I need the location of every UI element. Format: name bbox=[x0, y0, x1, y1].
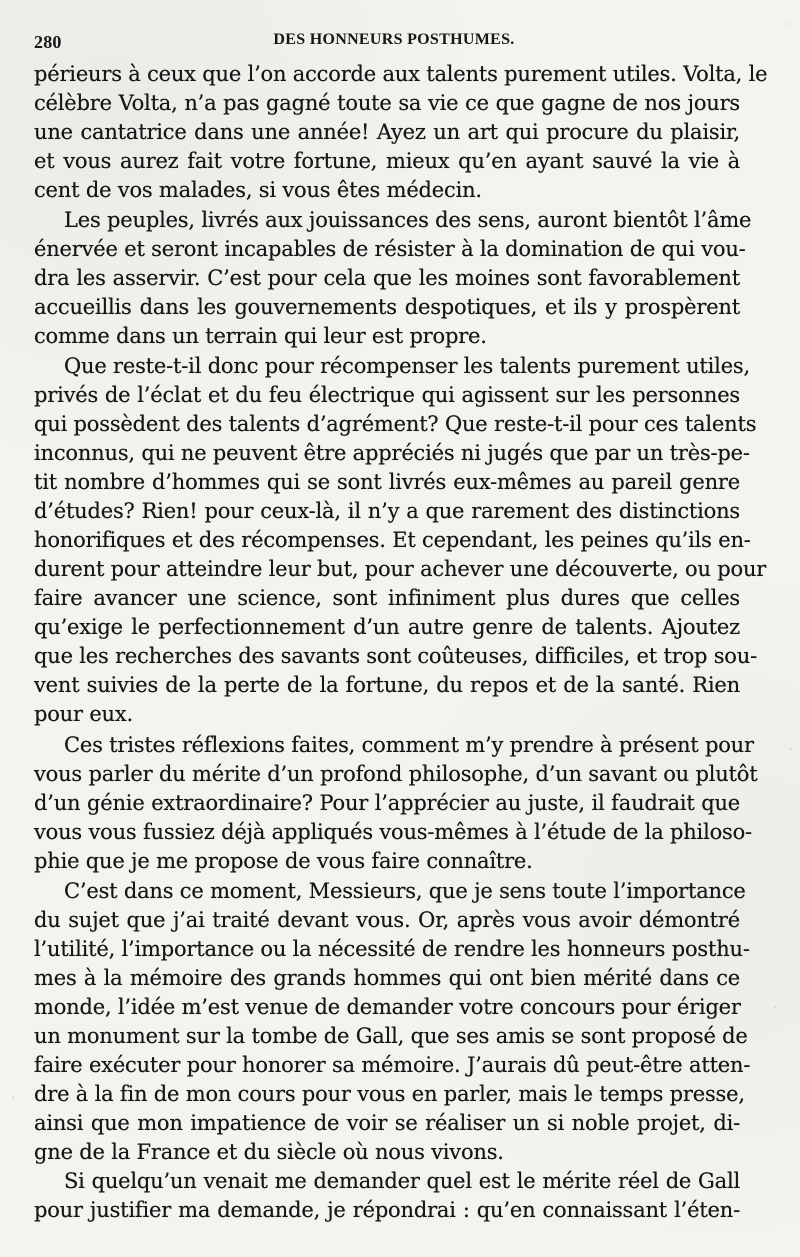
text-line: C’est dans ce moment, Messieurs, que je sens toute l’importance bbox=[64, 879, 746, 903]
text-line: tit nombre d’hommes qui se sont livrés eux-mêmes au pareil genre bbox=[34, 470, 740, 494]
text-line: comme dans un terrain qui leur est propre. bbox=[34, 324, 487, 348]
text-line: Ces tristes réflexions faites, comment m’y prendre à présent pour bbox=[64, 733, 754, 757]
text-line: ainsi que mon impatience de voir se réaliser un si noble projet, di- bbox=[34, 1111, 740, 1135]
text-line: pour justifier ma demande, je répondrai : qu’en connaissant l’éten- bbox=[34, 1198, 740, 1222]
text-line: Que reste-t-il donc pour récompenser les talents purement utiles, bbox=[64, 354, 750, 378]
text-line: l’utilité, l’importance ou la nécessité de rendre les honneurs posthu- bbox=[34, 937, 750, 961]
text-line: et vous aurez fait votre fortune, mieux qu’en ayant sauvé la vie à bbox=[34, 149, 740, 173]
text-line: d’un génie extraordinaire? Pour l’apprécier au juste, il faudrait que bbox=[34, 791, 740, 815]
text-line: Les peuples, livrés aux jouissances des sens, auront bientôt l’âme bbox=[64, 208, 752, 232]
text-line: qui possèdent des talents d’agrément? Que reste-t-il pour ces talents bbox=[34, 412, 757, 436]
text-line: pour eux. bbox=[34, 702, 133, 726]
text-line: gne de la France et du siècle où nous vivons. bbox=[34, 1140, 504, 1164]
text-line: vous parler du mérite d’un profond philosophe, d’un savant ou plutôt bbox=[34, 762, 758, 786]
text-line: honorifiques et des récompenses. Et cependant, les peines qu’ils en- bbox=[34, 528, 751, 552]
text-line: Si quelqu’un venait me demander quel est le mérite réel de Gall bbox=[64, 1169, 740, 1193]
text-line: faire avancer une science, sont infiniment plus dures que celles bbox=[34, 586, 740, 610]
paper-speck bbox=[12, 1096, 14, 1099]
text-line: mes à la mémoire des grands hommes qui ont bien mérité dans ce bbox=[34, 966, 740, 990]
text-line: périeurs à ceux que l’on accorde aux talents purement utiles. Volta, le bbox=[34, 62, 768, 86]
text-line: un monument sur la tombe de Gall, que ses amis se sont proposé de bbox=[34, 1024, 748, 1048]
text-line: vous vous fussiez déjà appliqués vous-mêmes à l’étude de la philoso- bbox=[34, 820, 752, 844]
page-header bbox=[34, 30, 754, 56]
running-title: DES HONNEURS POSTHUMES. bbox=[273, 31, 515, 48]
text-line: privés de l’éclat et du feu électrique qui agissent sur les personnes bbox=[34, 383, 740, 407]
text-line: d’études? Rien! pour ceux-là, il n’y a que rarement des distinctions bbox=[34, 499, 740, 523]
text-line: une cantatrice dans une année! Ayez un art qui procure du plaisir, bbox=[34, 120, 740, 144]
text-line: dra les asservir. C’est pour cela que les moines sont favorablement bbox=[34, 266, 740, 290]
text-line: célèbre Volta, n’a pas gagné toute sa vie ce que gagne de nos jours bbox=[34, 91, 740, 115]
text-line: accueillis dans les gouvernements despotiques, et ils y prospèrent bbox=[34, 295, 740, 319]
text-line: phie que je me propose de vous faire connaître. bbox=[34, 849, 533, 873]
text-line: du sujet que j’ai traité devant vous. Or, après vous avoir démontré bbox=[34, 908, 740, 932]
paper-speck bbox=[774, 1006, 776, 1008]
page-number: 280 bbox=[34, 32, 62, 52]
text-line: inconnus, qui ne peuvent être appréciés ni jugés que par un très-pe- bbox=[34, 441, 750, 465]
text-line: faire exécuter pour honorer sa mémoire. J’aurais dû peut-être atten- bbox=[34, 1053, 751, 1077]
paper-speck bbox=[790, 748, 792, 750]
text-line: énervée et seront incapables de résister à la domination de qui vou- bbox=[34, 237, 746, 261]
text-line: cent de vos malades, si vous êtes médecin. bbox=[34, 178, 482, 202]
paper-speck bbox=[788, 23, 790, 25]
text-line: durent pour atteindre leur but, pour achever une découverte, ou pour bbox=[34, 557, 767, 581]
text-line: vent suivies de la perte de la fortune, du repos et de la santé. Rien bbox=[34, 673, 740, 697]
text-line: qu’exige le perfectionnement d’un autre genre de talents. Ajoutez bbox=[34, 615, 740, 639]
text-line: dre à la fin de mon cours pour vous en parler, mais le temps presse, bbox=[34, 1082, 745, 1106]
text-line: que les recherches des savants sont coûteuses, difficiles, et trop sou- bbox=[34, 644, 757, 668]
text-line: monde, l’idée m’est venue de demander votre concours pour ériger bbox=[34, 995, 741, 1019]
